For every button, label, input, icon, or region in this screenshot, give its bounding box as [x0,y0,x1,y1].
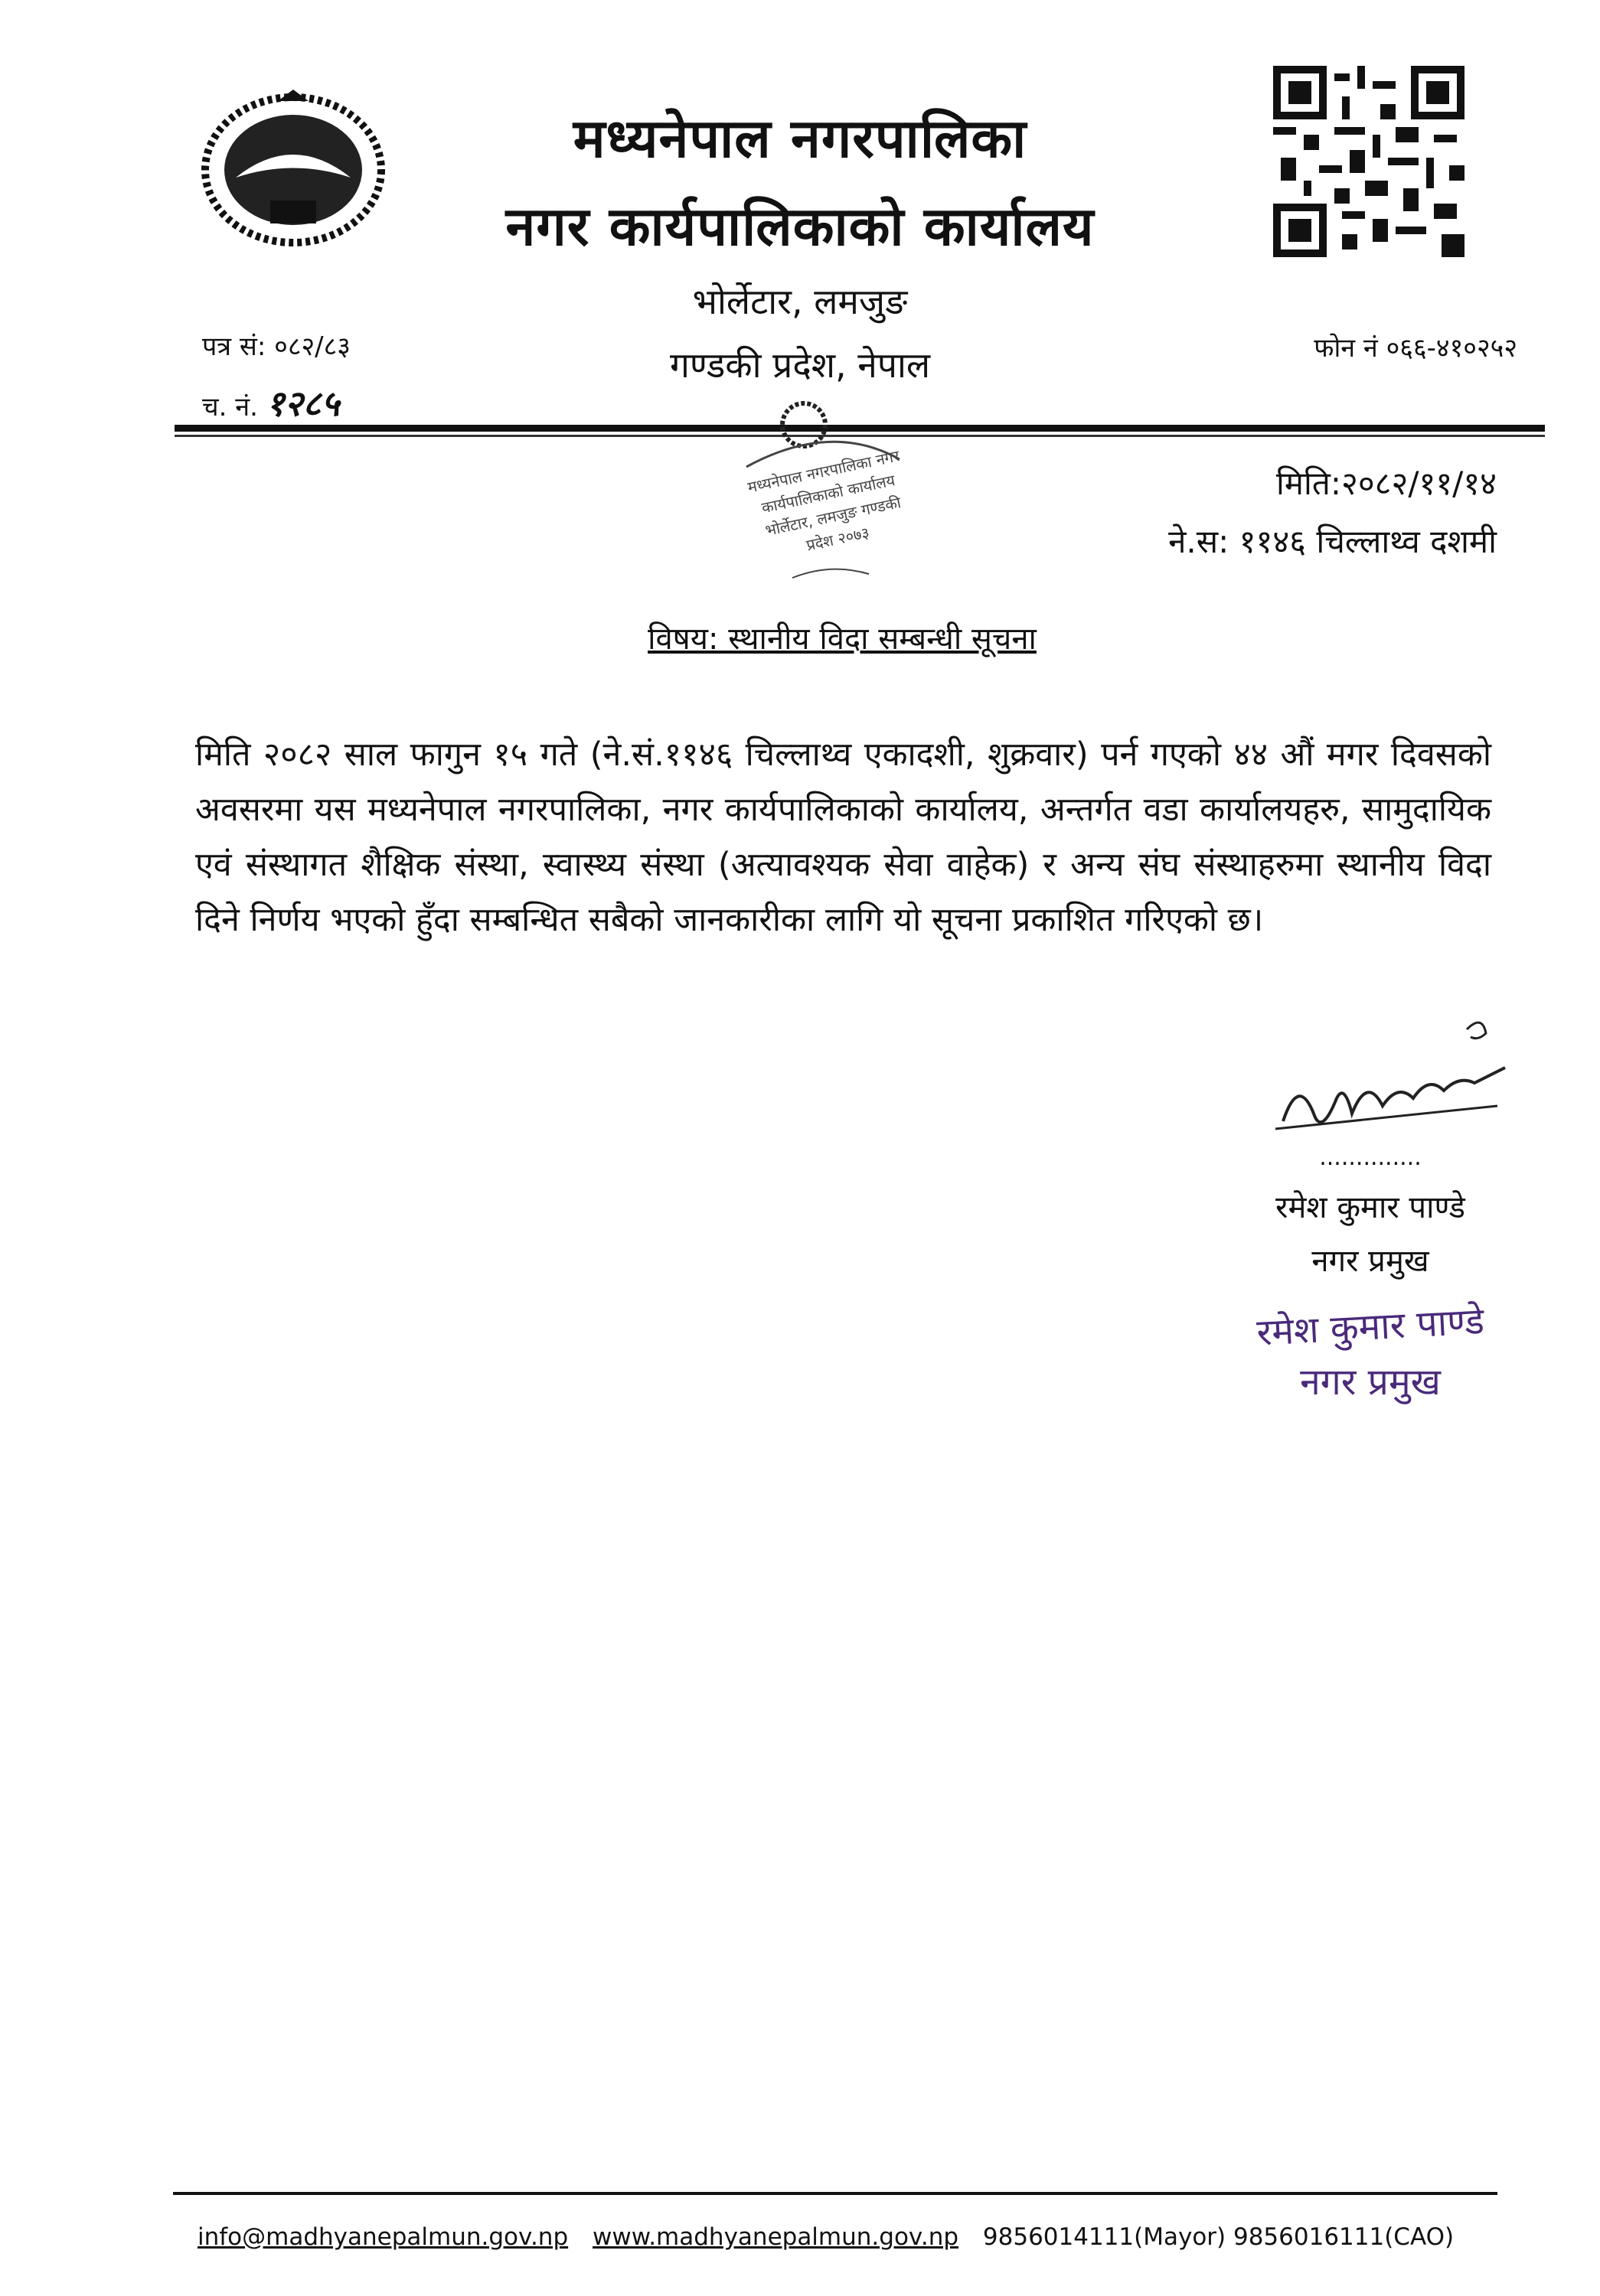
date-bs: मिति:२०८२/११/१४ [1276,465,1497,502]
signatory-name: रमेश कुमार पाण्डे [1275,1190,1465,1225]
office-name: मध्यनेपाल नगरपालिका [573,107,1027,170]
contact-phones: 9856014111(Mayor) 9856016111(CAO) [982,2223,1455,2251]
subject-heading: विषय: स्थानीय विदा सम्बन्धी सूचना [648,621,1037,657]
office-seal-text: मध्यनेपाल नगरपालिका नगर कार्यपालिकाको कार्यालय भोर्लेटार, लमजुङ गण्डकी प्रदेश २०७३ [746,446,903,555]
date-nepal-sambat: ने.स: ११४६ चिल्लाथ्व दशमी [1168,523,1497,560]
name-stamp: रमेश कुमार पाण्डे [1256,1300,1485,1355]
letter-number: पत्र सं: ०८२/८३ [202,331,351,362]
address-line1: भोर्लेटार, लमजुङ [692,281,908,322]
office-subtitle: नगर कार्यपालिकाको कार्यालय [505,195,1095,258]
dispatch-number [202,379,339,426]
signature [1268,1006,1513,1159]
website-link[interactable]: www.madhyanepalmun.gov.np [592,2223,959,2251]
footer [198,2223,1454,2251]
address-line2: गण्डकी प्रदेश, नेपाल [669,344,931,386]
footer-divider [173,2192,1497,2195]
title-stamp: नगर प्रमुख [1300,1361,1441,1404]
phone-number: फोन नं ०६६-४१०२५२ [1314,333,1517,364]
dispatch-label: च. नं. [202,392,258,422]
dispatch-number-handwritten: १२८५ [266,383,340,424]
email-link[interactable]: info@madhyanepalmun.gov.np [198,2223,569,2251]
signature-dots: .............. [1319,1144,1422,1171]
notice-body: मिति २०८२ साल फागुन १५ गते (ने.सं.११४६ चिल्लाथ्व एकादशी, शुक्रवार) पर्न गएको ४४ औं मगर दिवसको अवसरमा यस मध्यनेपाल नगरपालिका, नगर कार्यपालिकाको कार्यालय, अन्तर्गत वडा कार्यालयहरु, सामुदायिक एवं संस्थागत शैक्षिक संस्था, स्वास्थ्य संस्था (अत्यावश्यक सेवा वाहेक) र अन्य संघ संस्थाहरुमा स्थानीय विदा दिने निर्णय भएको हुँदा सम्बन्धित सबैको जानकारीका लागि यो सूचना प्रकाशित गरिएको छ। [195,735,1491,939]
signatory-title: नगर प्रमुख [1311,1244,1429,1279]
